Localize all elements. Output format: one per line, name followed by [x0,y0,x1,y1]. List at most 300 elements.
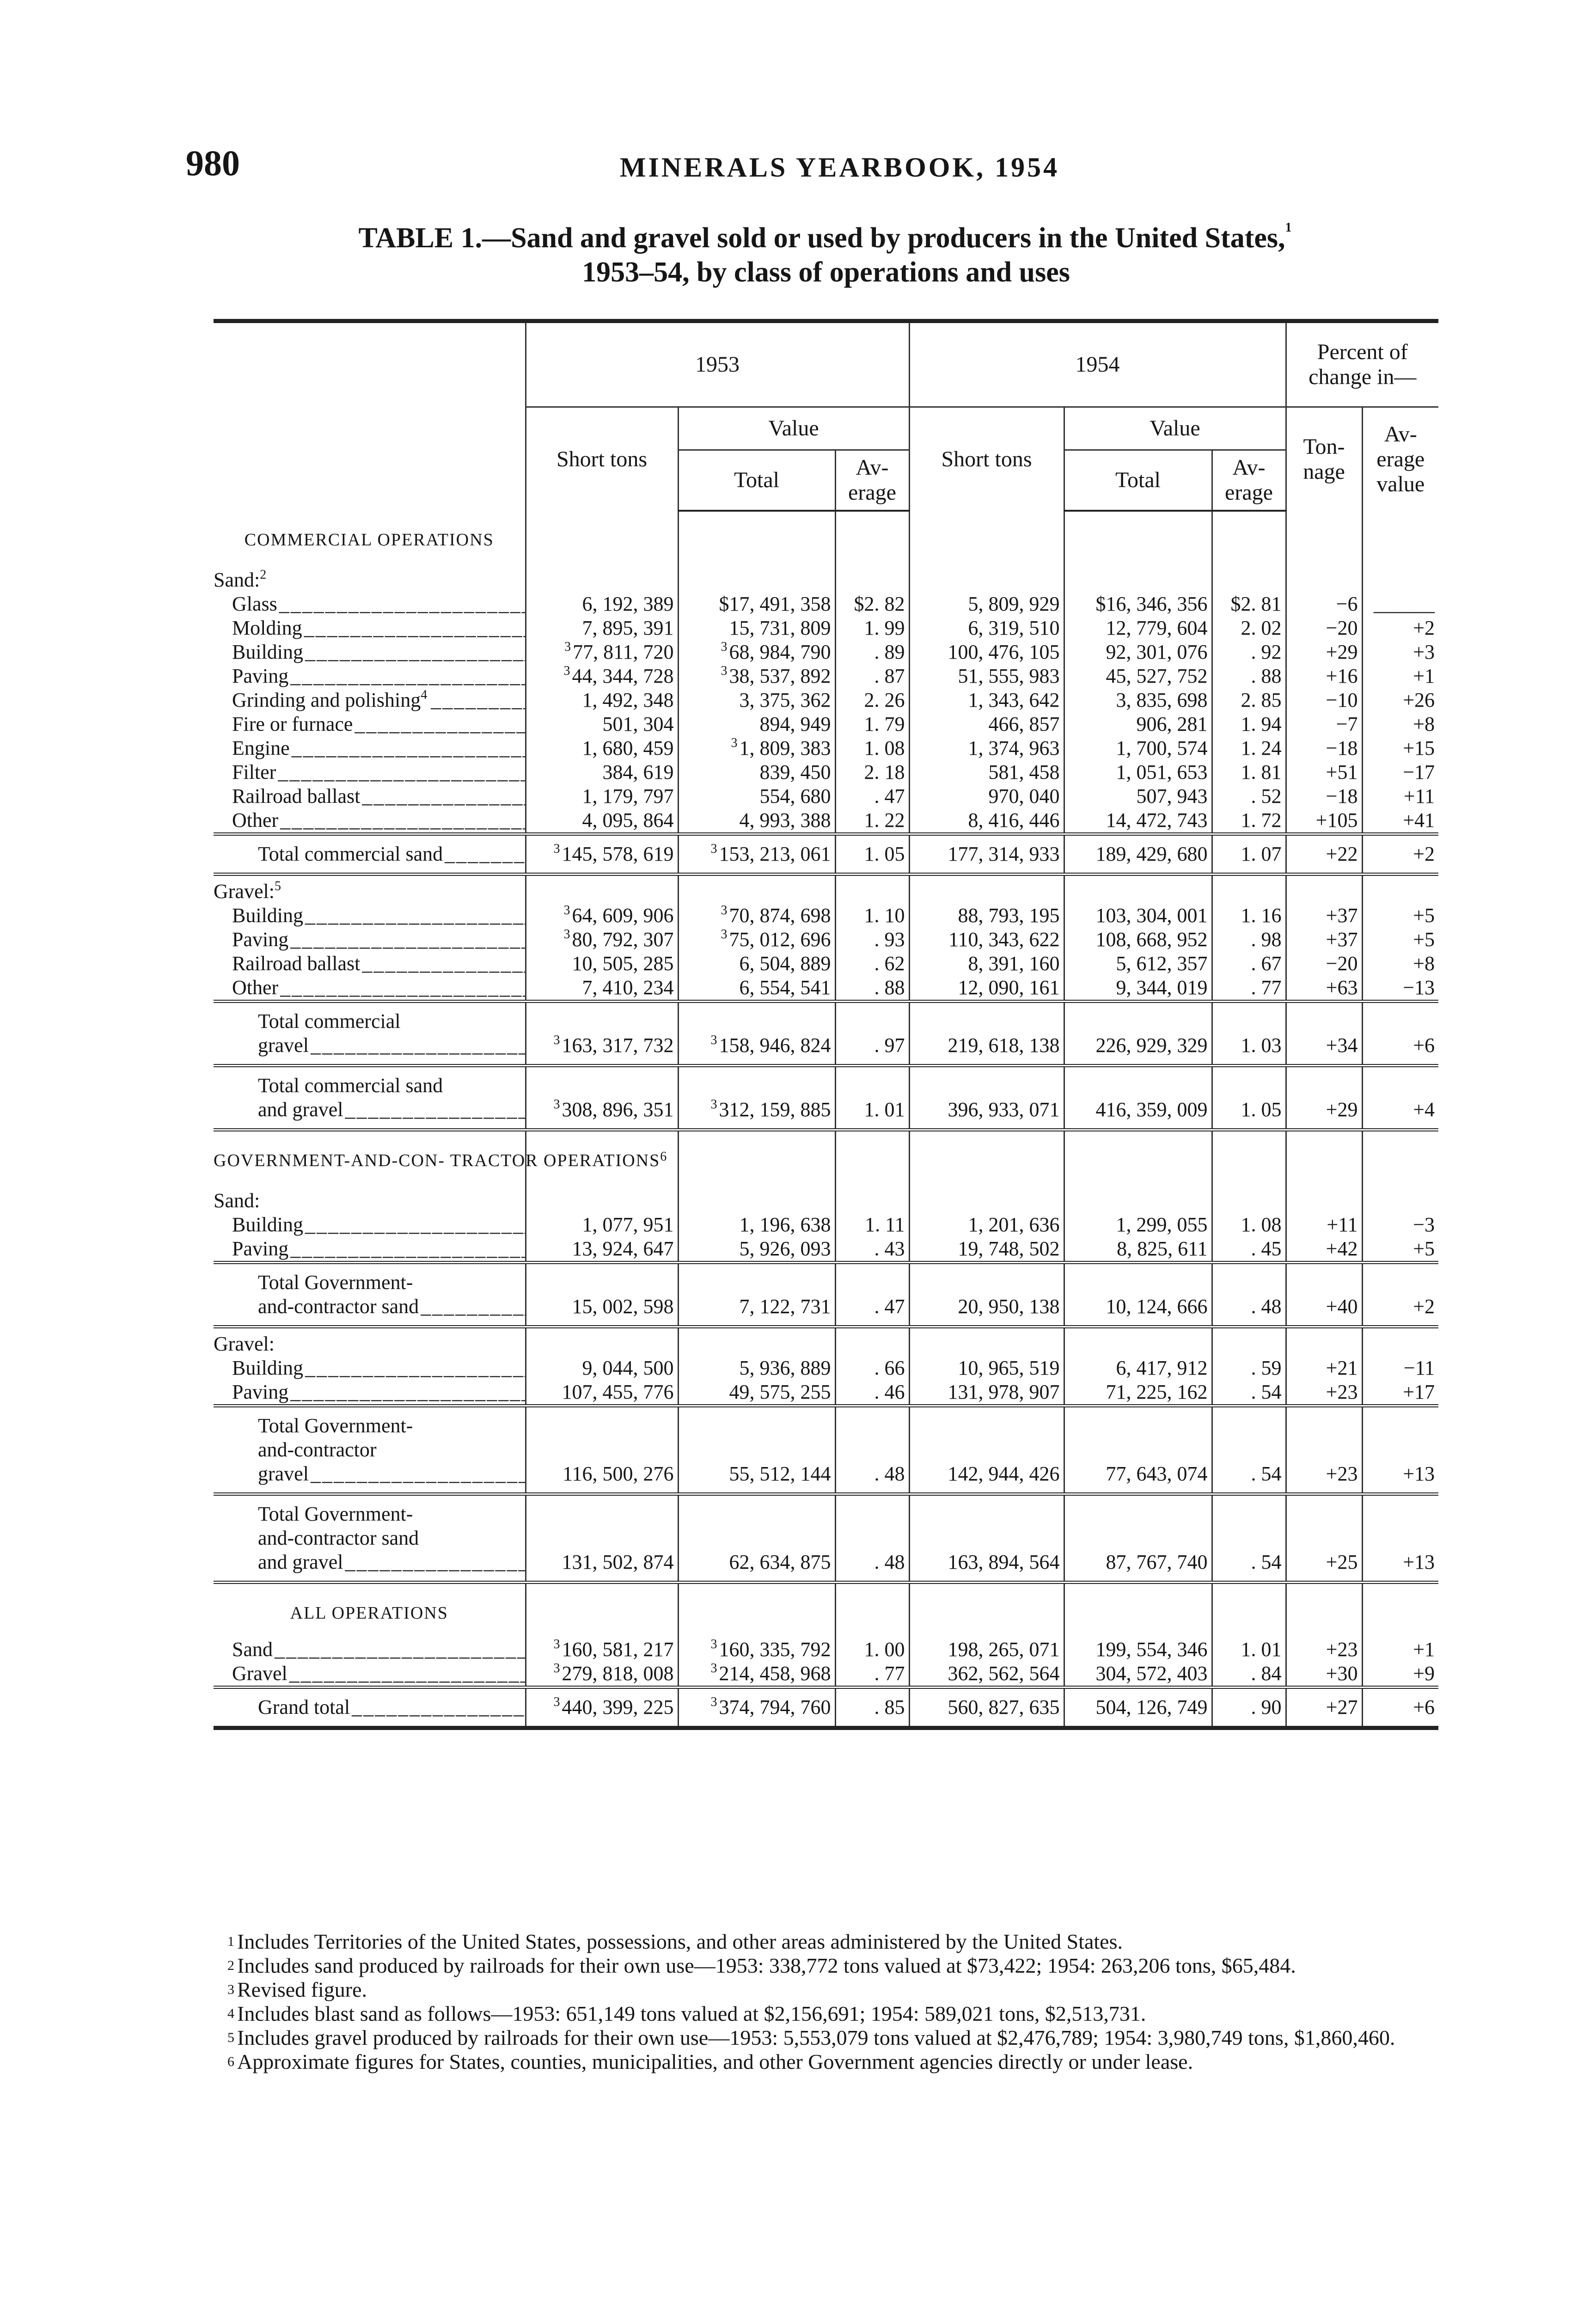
row-label: Filter _ _ _ [214,760,526,784]
short-tons-1953-header: Short tons [526,407,678,511]
table-row-total [214,1066,1438,1130]
table-row [214,808,1438,834]
average-value-change: +2 [1362,834,1438,874]
tons-1953: 1, 179, 797 [526,784,678,808]
table-row-total [214,1494,1438,1583]
footnote-text: Revised figure. [237,1978,367,2001]
row-label: Total Government- and-contractor sand _ _ _ [214,1263,526,1327]
section-heading-government: GOVERNMENT-AND-CON- TRACTOR OPERATIONS$^6$ [214,1130,526,1186]
average-1953: $2. 82 [835,592,909,616]
tonnage-change: +23 [1286,1406,1362,1494]
tonnage-change: −7 [1286,712,1362,736]
group-label-commercial-sand: Sand:$^2$ [214,564,526,592]
average-1953: 1. 79 [835,712,909,736]
short-tons-1954-header: Short tons [909,407,1064,511]
average-1953: . 43 [835,1237,909,1263]
average-value-change: +8 [1413,713,1435,735]
average-value-change: +5 [1413,904,1435,927]
table-title-footnote-mark: 1 [1285,220,1292,235]
footnotes [214,1930,1438,2074]
grand-total [214,1687,1438,1728]
value-1953: 5, 936, 889 [678,1356,835,1380]
value-1953: $^3$1, 809, 383 [678,736,835,760]
average-value-change: ______ [1374,593,1435,615]
group-row [214,564,1438,592]
average-1953: . 88 [835,976,909,1002]
tonnage-change-header: Ton- nage [1286,407,1362,511]
row-label: Paving _ _ _ [214,664,526,688]
value-1953: 1, 196, 638 [678,1213,835,1237]
average-1953: 1. 05 [835,834,909,874]
value-1953: 49, 575, 255 [678,1380,835,1406]
tonnage-change: −18 [1286,736,1362,760]
tons-1953: 6, 192, 389 [526,592,678,616]
value-1953: 62, 634, 875 [678,1494,835,1583]
tons-1954: 19, 748, 502 [909,1237,1064,1263]
average-1953: . 89 [835,640,909,664]
table-title-line1: TABLE 1.—Sand and gravel sold or used by producers in the United States, [358,222,1285,254]
row-label: Total commercial gravel _ _ _ [214,1002,526,1066]
value-1954: $16, 346, 356 [1064,592,1212,616]
government-sand-rows [214,1213,1438,1263]
average-value-change-header: Av- erage value [1376,422,1425,496]
average-1954: . 45 [1212,1237,1286,1263]
table-row-grand-total [214,1687,1438,1728]
tonnage-change: +23 [1286,1638,1362,1662]
value-1954: 3, 835, 698 [1064,688,1212,712]
tons-1953: 15, 002, 598 [526,1263,678,1327]
average-1954: . 54 [1212,1406,1286,1494]
footnote [214,1978,1438,2002]
tons-1953: 1, 492, 348 [526,688,678,712]
value-1953: $17, 491, 358 [678,592,835,616]
value-1954: 507, 943 [1064,784,1212,808]
table-row [214,664,1438,688]
value-1954: 8, 825, 611 [1064,1237,1212,1263]
average-1953: 2. 18 [835,760,909,784]
average-1954: . 54 [1212,1494,1286,1583]
value-1954: 189, 429, 680 [1064,834,1212,874]
tons-1954: 20, 950, 138 [909,1263,1064,1327]
average-1953: . 66 [835,1356,909,1380]
table-row-total [214,1263,1438,1327]
tonnage-change: +25 [1286,1494,1362,1583]
row-label: Gravel _ _ _ [214,1662,526,1687]
average-1954: . 84 [1212,1662,1286,1687]
average-value-change: +15 [1403,737,1435,759]
government-gravel-rows [214,1356,1438,1406]
footnote-mark: 5 [227,2030,234,2045]
value-1953: 894, 949 [678,712,835,736]
tons-1954: 10, 965, 519 [909,1356,1064,1380]
footnote [214,2050,1438,2074]
tons-1954: 198, 265, 071 [909,1638,1064,1662]
tonnage-change: +27 [1286,1687,1362,1728]
section-heading-all: ALL OPERATIONS [214,1583,526,1638]
row-label: Building _ _ _ [214,640,526,664]
tons-1953: $^3$145, 578, 619 [526,834,678,874]
table-row [214,976,1438,1002]
table-title [214,221,1438,289]
tons-1954: 110, 343, 622 [909,928,1064,952]
group-row [214,874,1438,904]
average-value-change: +9 [1413,1662,1435,1685]
commercial-gravel-rows [214,904,1438,1002]
tons-1953: 501, 304 [526,712,678,736]
row-label: Engine _ _ _ [214,736,526,760]
value-1953: 15, 731, 809 [678,616,835,640]
value-1954: 10, 124, 666 [1064,1263,1212,1327]
section-heading-commercial: COMMERCIAL OPERATIONS [214,511,526,564]
footnote-text: Includes Territories of the United States, possessions, and other areas administered by the United States. [237,1930,1123,1953]
value-1954: 226, 929, 329 [1064,1002,1212,1066]
table-row [214,592,1438,616]
tons-1954: 970, 040 [909,784,1064,808]
table-row [214,640,1438,664]
tons-1953: 131, 502, 874 [526,1494,678,1583]
value-1953: $^3$38, 537, 892 [678,664,835,688]
table-row [214,616,1438,640]
average-1954: . 54 [1212,1380,1286,1406]
footnote [214,1930,1438,1954]
tonnage-change: −6 [1286,592,1362,616]
average-value-change: +6 [1362,1687,1438,1728]
average-1953: . 97 [835,1002,909,1066]
average-value-change: +1 [1413,1638,1435,1661]
row-label: Molding _ _ _ [214,616,526,640]
average-1953: . 47 [835,784,909,808]
value-1954: 92, 301, 076 [1064,640,1212,664]
tons-1953: 4, 095, 864 [526,808,678,834]
section-row [214,1130,1438,1186]
tons-1953: 13, 924, 647 [526,1237,678,1263]
tons-1954: 142, 944, 426 [909,1406,1064,1494]
value-1954: 199, 554, 346 [1064,1638,1212,1662]
average-value-change: +3 [1413,641,1435,663]
row-label: Total Government- and-contractor gravel _ _ _ [214,1406,526,1494]
total-value-1954-header: Total [1064,450,1212,511]
value-1954: 45, 527, 752 [1064,664,1212,688]
value-1954-header: Value [1064,407,1286,450]
average-1954: 1. 94 [1212,712,1286,736]
tons-1954: 8, 391, 160 [909,952,1064,976]
tonnage-change: +51 [1286,760,1362,784]
tonnage-change: +30 [1286,1662,1362,1687]
value-1954: 416, 359, 009 [1064,1066,1212,1130]
average-value-change: −17 [1403,761,1435,783]
footnote-text: Includes sand produced by railroads for their own use—1953: 338,772 tons valued at $73,422; 1954: 263,206 tons, $65,484. [237,1954,1296,1977]
row-label: Total Government- and-contractor sand and gravel _ _ _ [214,1494,526,1583]
tons-1954: 88, 793, 195 [909,904,1064,928]
tonnage-change: −10 [1286,688,1362,712]
tons-1954: 100, 476, 105 [909,640,1064,664]
row-label: Grinding and polishing$^4$ _ _ _ [214,688,526,712]
table-row [214,712,1438,736]
row-label: Paving _ _ _ [214,1380,526,1406]
average-1954: 2. 85 [1212,688,1286,712]
value-1953: $^3$70, 874, 698 [678,904,835,928]
tons-1954: 163, 894, 564 [909,1494,1064,1583]
section-row [214,511,1438,564]
value-1954: 5, 612, 357 [1064,952,1212,976]
year-1954-header: 1954 [909,321,1286,407]
value-1954: 1, 051, 653 [1064,760,1212,784]
table-title-line2: 1953–54, by class of operations and uses [582,257,1070,288]
footnote-mark: 3 [227,1982,234,1997]
tonnage-change: +63 [1286,976,1362,1002]
value-1954: 504, 126, 749 [1064,1687,1212,1728]
tons-1954: 1, 343, 642 [909,688,1064,712]
row-label: Fire or furnace _ _ _ [214,712,526,736]
average-1953: . 62 [835,952,909,976]
average-1953: . 48 [835,1406,909,1494]
group-label-government-sand: Sand: [214,1185,526,1213]
average-1954: . 98 [1212,928,1286,952]
average-value-change: +17 [1403,1381,1435,1403]
value-1954: 14, 472, 743 [1064,808,1212,834]
tonnage-change: +42 [1286,1237,1362,1263]
average-value-change: +4 [1362,1066,1438,1130]
table-row [214,1662,1438,1687]
row-label: Railroad ballast _ _ _ [214,952,526,976]
row-label: Total commercial sand and gravel _ _ _ [214,1066,526,1130]
table-row [214,688,1438,712]
value-1954: 304, 572, 403 [1064,1662,1212,1687]
row-label: Grand total _ _ _ [214,1687,526,1728]
tons-1954: 219, 618, 138 [909,1002,1064,1066]
row-label: Paving _ _ _ [214,1237,526,1263]
average-1954: $2. 81 [1212,592,1286,616]
table-row [214,1356,1438,1380]
commercial-sand-rows [214,592,1438,834]
average-1953: 1. 11 [835,1213,909,1237]
average-1954: 1. 81 [1212,760,1286,784]
tons-1954: 1, 201, 636 [909,1213,1064,1237]
row-label: Building _ _ _ [214,1356,526,1380]
average-1953: 2. 26 [835,688,909,712]
group-row [214,1185,1438,1213]
tonnage-change: +23 [1286,1380,1362,1406]
average-value-change: +41 [1403,809,1435,831]
footnote-text: Includes gravel produced by railroads for their own use—1953: 5,553,079 tons valued at $2,476,789; 1954: 3,980,749 tons, $1,860,460. [237,2026,1395,2049]
average-1954: 1. 72 [1212,808,1286,834]
government-totals [214,1406,1438,1638]
footnote [214,2026,1438,2050]
tons-1954: 12, 090, 161 [909,976,1064,1002]
footnote-mark: 6 [227,2054,234,2069]
average-1953: 1. 01 [835,1066,909,1130]
average-value-change: −13 [1403,976,1435,999]
value-1953: $^3$374, 794, 760 [678,1687,835,1728]
value-1953: 5, 926, 093 [678,1237,835,1263]
table-row [214,904,1438,928]
average-value-change: +1 [1413,665,1435,687]
value-1953: $^3$158, 946, 824 [678,1002,835,1066]
average-1954: 1. 03 [1212,1002,1286,1066]
tons-1953: 116, 500, 276 [526,1406,678,1494]
tons-1953: $^3$279, 818, 008 [526,1662,678,1687]
average-value-change: +5 [1413,1237,1435,1260]
footnote-mark: 4 [227,2006,234,2021]
tons-1954: 362, 562, 564 [909,1662,1064,1687]
value-1954: 12, 779, 604 [1064,616,1212,640]
tons-1954: 5, 809, 929 [909,592,1064,616]
row-label: Glass _ _ _ [214,592,526,616]
tonnage-change: +34 [1286,1002,1362,1066]
average-1954: 1. 16 [1212,904,1286,928]
tons-1954: 581, 458 [909,760,1064,784]
average-1954: . 90 [1212,1687,1286,1728]
value-1954: 1, 299, 055 [1064,1213,1212,1237]
row-label: Paving _ _ _ [214,928,526,952]
average-1954: 2. 02 [1212,616,1286,640]
table-row-total [214,834,1438,874]
value-1954: 906, 281 [1064,712,1212,736]
commercial-totals [214,1002,1438,1213]
tonnage-change: +16 [1286,664,1362,688]
tonnage-change: +29 [1286,640,1362,664]
average-value-change: +6 [1362,1002,1438,1066]
table-header [214,321,1438,511]
total-value-1953-header: Total [678,450,835,511]
tons-1953: 9, 044, 500 [526,1356,678,1380]
average-1954: 1. 05 [1212,1066,1286,1130]
value-1954: 6, 417, 912 [1064,1356,1212,1380]
all-operations-rows [214,1638,1438,1687]
tons-1953: 10, 505, 285 [526,952,678,976]
total-commercial-sand [214,834,1438,904]
average-1954: . 52 [1212,784,1286,808]
value-1953: 55, 512, 144 [678,1406,835,1494]
tonnage-change: −20 [1286,616,1362,640]
section-row [214,1583,1438,1638]
table-row [214,1237,1438,1263]
value-1953: 3, 375, 362 [678,688,835,712]
value-1953: $^3$214, 458, 968 [678,1662,835,1687]
group-row [214,1327,1438,1357]
average-1953: 1. 22 [835,808,909,834]
average-1953: . 87 [835,664,909,688]
tonnage-change: +105 [1286,808,1362,834]
average-1953: 1. 99 [835,616,909,640]
total-government-sand [214,1263,1438,1357]
tons-1953: $^3$80, 792, 307 [526,928,678,952]
tons-1953: $^3$440, 399, 225 [526,1687,678,1728]
row-label: Building _ _ _ [214,904,526,928]
table-row [214,928,1438,952]
table-row [214,1380,1438,1406]
tons-1954: 1, 374, 963 [909,736,1064,760]
tonnage-change: −18 [1286,784,1362,808]
average-value-1954-header: Av- erage [1212,450,1286,511]
average-value-change: +2 [1413,617,1435,639]
tons-1954: 560, 827, 635 [909,1687,1064,1728]
row-label: Other _ _ _ [214,808,526,834]
tonnage-change: +21 [1286,1356,1362,1380]
tonnage-change: +11 [1286,1213,1362,1237]
average-value-1953-header: Av- erage [835,450,909,511]
tonnage-change: +40 [1286,1263,1362,1327]
value-1954: 71, 225, 162 [1064,1380,1212,1406]
table-row-total [214,1406,1438,1494]
footnote [214,2002,1438,2026]
average-1953: . 47 [835,1263,909,1327]
row-label: Building _ _ _ [214,1213,526,1237]
tons-1954: 8, 416, 446 [909,808,1064,834]
value-1954: 1, 700, 574 [1064,736,1212,760]
tonnage-change: +22 [1286,834,1362,874]
group-label-commercial-gravel: Gravel:$^5$ [214,874,526,904]
value-1953: 839, 450 [678,760,835,784]
value-1953-header: Value [678,407,909,450]
value-1953: 4, 993, 388 [678,808,835,834]
value-1953: 6, 554, 541 [678,976,835,1002]
average-value-change: +13 [1362,1406,1438,1494]
value-1954: 77, 643, 074 [1064,1406,1212,1494]
average-1954: . 77 [1212,976,1286,1002]
footnote-text: Includes blast sand as follows—1953: 651,149 tons valued at $2,156,691; 1954: 589,021 tons, $2,513,731. [237,2002,1146,2025]
table-row [214,736,1438,760]
tons-1954: 466, 857 [909,712,1064,736]
row-label: Total commercial sand _ _ _ [214,834,526,874]
average-value-change: +2 [1362,1263,1438,1327]
table-body [214,511,1438,592]
average-1954: . 59 [1212,1356,1286,1380]
tons-1954: 6, 319, 510 [909,616,1064,640]
value-1954: 108, 668, 952 [1064,928,1212,952]
average-1953: . 77 [835,1662,909,1687]
tons-1953: 7, 410, 234 [526,976,678,1002]
average-value-change: −11 [1403,1357,1435,1379]
tons-1953: 1, 077, 951 [526,1213,678,1237]
value-1953: 6, 504, 889 [678,952,835,976]
sand-gravel-table [214,319,1438,1730]
average-value-change: +26 [1403,689,1435,711]
tons-1953: $^3$77, 811, 720 [526,640,678,664]
value-1954: 9, 344, 019 [1064,976,1212,1002]
average-1954: . 67 [1212,952,1286,976]
average-1954: . 88 [1212,664,1286,688]
year-1953-header: 1953 [526,321,909,407]
footnote [214,1954,1438,1978]
row-label: Sand _ _ _ [214,1638,526,1662]
tons-1954: 177, 314, 933 [909,834,1064,874]
value-1953: $^3$68, 984, 790 [678,640,835,664]
value-1953: 7, 122, 731 [678,1263,835,1327]
tons-1954: 51, 555, 983 [909,664,1064,688]
table-row [214,760,1438,784]
average-value-change: −3 [1413,1213,1435,1236]
stub-header [214,321,526,511]
average-1953: 1. 10 [835,904,909,928]
value-1954: 103, 304, 001 [1064,904,1212,928]
tonnage-change: +37 [1286,928,1362,952]
table-row [214,952,1438,976]
tons-1953: $^3$163, 317, 732 [526,1002,678,1066]
tons-1954: 396, 933, 071 [909,1066,1064,1130]
value-1954: 87, 767, 740 [1064,1494,1212,1583]
average-value-change: +11 [1403,785,1435,807]
average-1954: 1. 24 [1212,736,1286,760]
table-row-total [214,1002,1438,1066]
percent-change-header: Percent of change in— [1286,321,1438,407]
average-value-change: +8 [1413,952,1435,975]
value-1953: 554, 680 [678,784,835,808]
tonnage-change: −20 [1286,952,1362,976]
average-1953: 1. 08 [835,736,909,760]
row-label: Railroad ballast _ _ _ [214,784,526,808]
average-1954: . 92 [1212,640,1286,664]
